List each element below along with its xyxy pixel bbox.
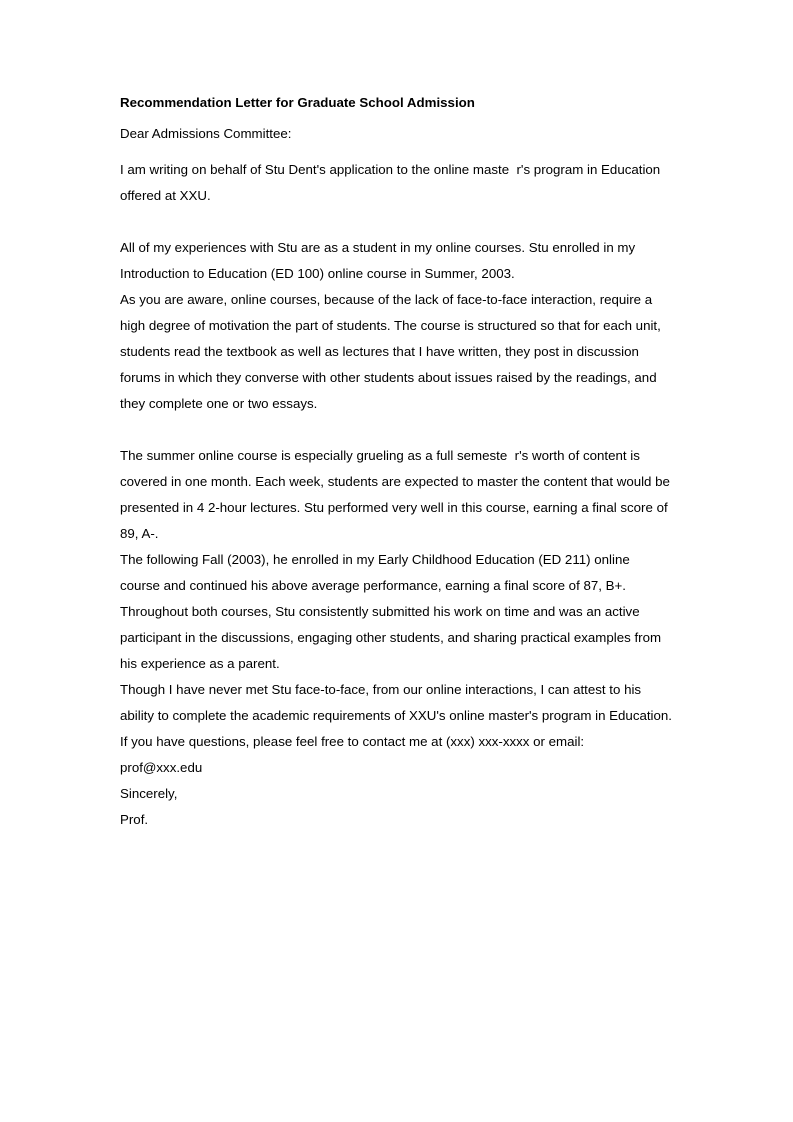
paragraph-2 (120, 235, 680, 417)
paragraph-line: Introduction to Education (ED 100) online course in Summer, 2003. (120, 266, 515, 281)
paragraph-1 (120, 157, 680, 209)
paragraph-line: The summer online course is especially grueling as a full semeste r's worth of content is (120, 448, 640, 463)
paragraph-line: high degree of motivation the part of students. The course is structured so that for each unit, (120, 318, 661, 333)
closing: Sincerely, (120, 786, 178, 801)
letter-body (120, 93, 680, 833)
paragraph-line: As you are aware, online courses, because of the lack of face-to-face interaction, require a (120, 292, 653, 307)
salutation: Dear Admissions Committee: (120, 126, 292, 141)
paragraph-line: The following Fall (2003), he enrolled in my Early Childhood Education (ED 211) online (120, 552, 630, 567)
paragraph-line: students read the textbook as well as lectures that I have written, they post in discussion (120, 344, 639, 359)
signature: Prof. (120, 812, 149, 827)
email-address: prof@xxx.edu (120, 760, 203, 775)
paragraph-line: All of my experiences with Stu are as a student in my online courses. Stu enrolled in my (120, 240, 636, 255)
paragraph-line: Throughout both courses, Stu consistently submitted his work on time and was an active (120, 604, 640, 619)
paragraph-spacer (120, 417, 680, 443)
paragraph-line: I am writing on behalf of Stu Dent's application to the online maste r's program in Education (120, 162, 661, 177)
paragraph-line: 89, A-. (120, 526, 159, 541)
paragraph-line: they complete one or two essays. (120, 396, 318, 411)
paragraph-line: ability to complete the academic requirements of XXU's online master's program in Education. (120, 708, 672, 723)
paragraph-line: offered at XXU. (120, 188, 211, 203)
paragraph-line: covered in one month. Each week, students are expected to master the content that would be (120, 474, 670, 489)
paragraph-line: Though I have never met Stu face-to-face, from our online interactions, I can attest to his (120, 682, 642, 697)
paragraph-line: forums in which they converse with other students about issues raised by the readings, and (120, 370, 657, 385)
paragraph-spacer (120, 209, 680, 235)
paragraph-line: If you have questions, please feel free to contact me at (xxx) xxx-xxxx or email: (120, 734, 585, 749)
paragraph-line: participant in the discussions, engaging other students, and sharing practical examples from (120, 630, 662, 645)
letter-title: Recommendation Letter for Graduate School Admission (120, 95, 475, 110)
paragraph-line: his experience as a parent. (120, 656, 280, 671)
paragraph-line: course and continued his above average performance, earning a final score of 87, B+. (120, 578, 626, 593)
paragraph-3 (120, 443, 680, 781)
paragraph-line: presented in 4 2-hour lectures. Stu performed very well in this course, earning a final score of (120, 500, 668, 515)
